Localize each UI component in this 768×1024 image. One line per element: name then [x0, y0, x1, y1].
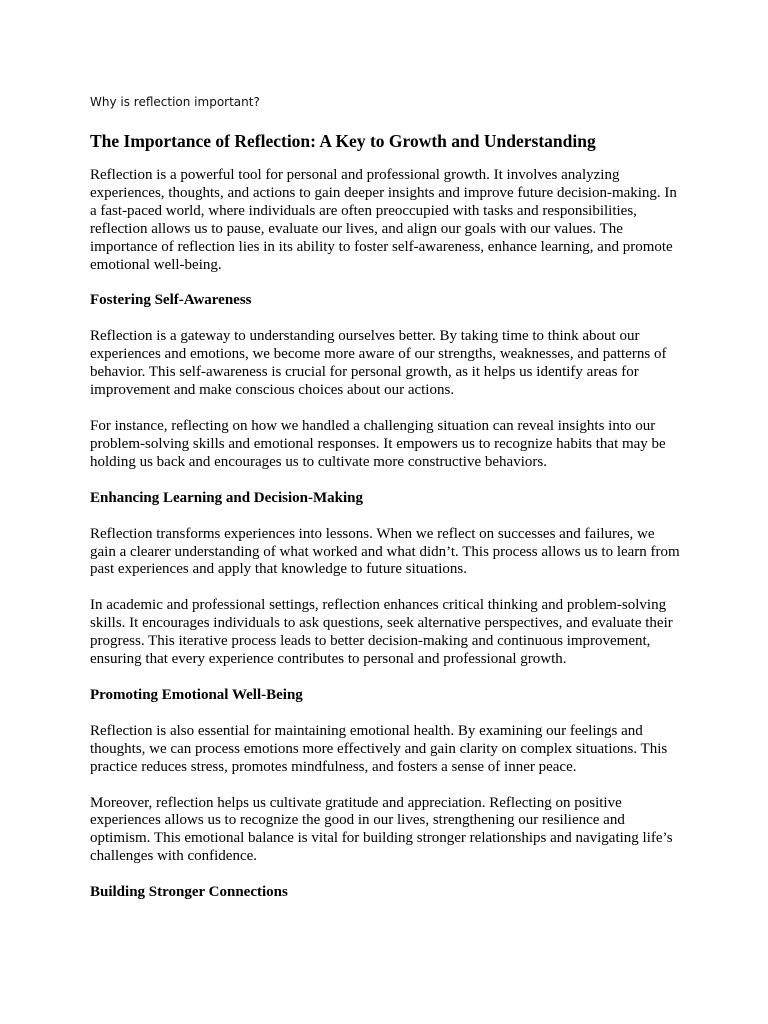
section-heading-self-awareness: Fostering Self-Awareness: [90, 292, 252, 309]
section-paragraph: For instance, reflecting on how we handled a challenging situation can reveal insights into our problem-solving skills and emotional responses. It empowers us to recognize habits that may be holding us back and encourages us to cultivate more constructive behaviors.: [90, 417, 666, 470]
document-body: [90, 167, 682, 920]
section-paragraph: Reflection is also essential for maintaining emotional health. By examining our feelings and thoughts, we can process emotions more effectively and gain clarity on complex situations. This practice reduces stress, promotes mindfulness, and fosters a sense of inner peace.: [90, 722, 668, 775]
section-heading-learning: Enhancing Learning and Decision-Making: [90, 489, 363, 506]
section-paragraph: Reflection is a gateway to understanding ourselves better. By taking time to think about our experiences and emotions, we become more aware of our strengths, weaknesses, and patterns of behavior. This self-awareness is crucial for personal growth, as it helps us identify areas for improvement and make conscious choices about our actions.: [90, 328, 667, 399]
section-heading-connections: Building Stronger Connections: [90, 884, 288, 901]
section-paragraph: Reflection transforms experiences into lessons. When we reflect on successes and failures, we gain a clearer understanding of what worked and what didn’t. This process allows us to learn from past experiences and apply that knowledge to future situations.: [90, 525, 680, 578]
prompt-text: Why is reflection important?: [90, 95, 260, 109]
intro-paragraph: Reflection is a powerful tool for personal and professional growth. It involves analyzing experiences, thoughts, and actions to gain deeper insights and improve future decision-making. In a fast-paced world, where individuals are often preoccupied with tasks and responsibilities, reflection allows us to pause, evaluate our lives, and align our goals with our values. The importance of reflection lies in its ability to foster self-awareness, enhance learning, and promote emotional well-being.: [90, 167, 677, 273]
section-paragraph: Moreover, reflection helps us cultivate gratitude and appreciation. Reflecting on positive experiences allows us to recognize the good in our lives, strengthening our resilience and optimism. This emotional balance is vital for building stronger relationships and navigating life’s challenges with confidence.: [90, 794, 673, 865]
document-title: The Importance of Reflection: A Key to Growth and Understanding: [90, 131, 596, 151]
section-paragraph: In academic and professional settings, reflection enhances critical thinking and problem-solving skills. It encourages individuals to ask questions, seek alternative perspectives, and evaluate their progress. This iterative process leads to better decision-making and continuous improvement, ensuring that every experience contributes to personal and professional growth.: [90, 597, 673, 668]
section-heading-emotional-well-being: Promoting Emotional Well-Being: [90, 686, 303, 703]
